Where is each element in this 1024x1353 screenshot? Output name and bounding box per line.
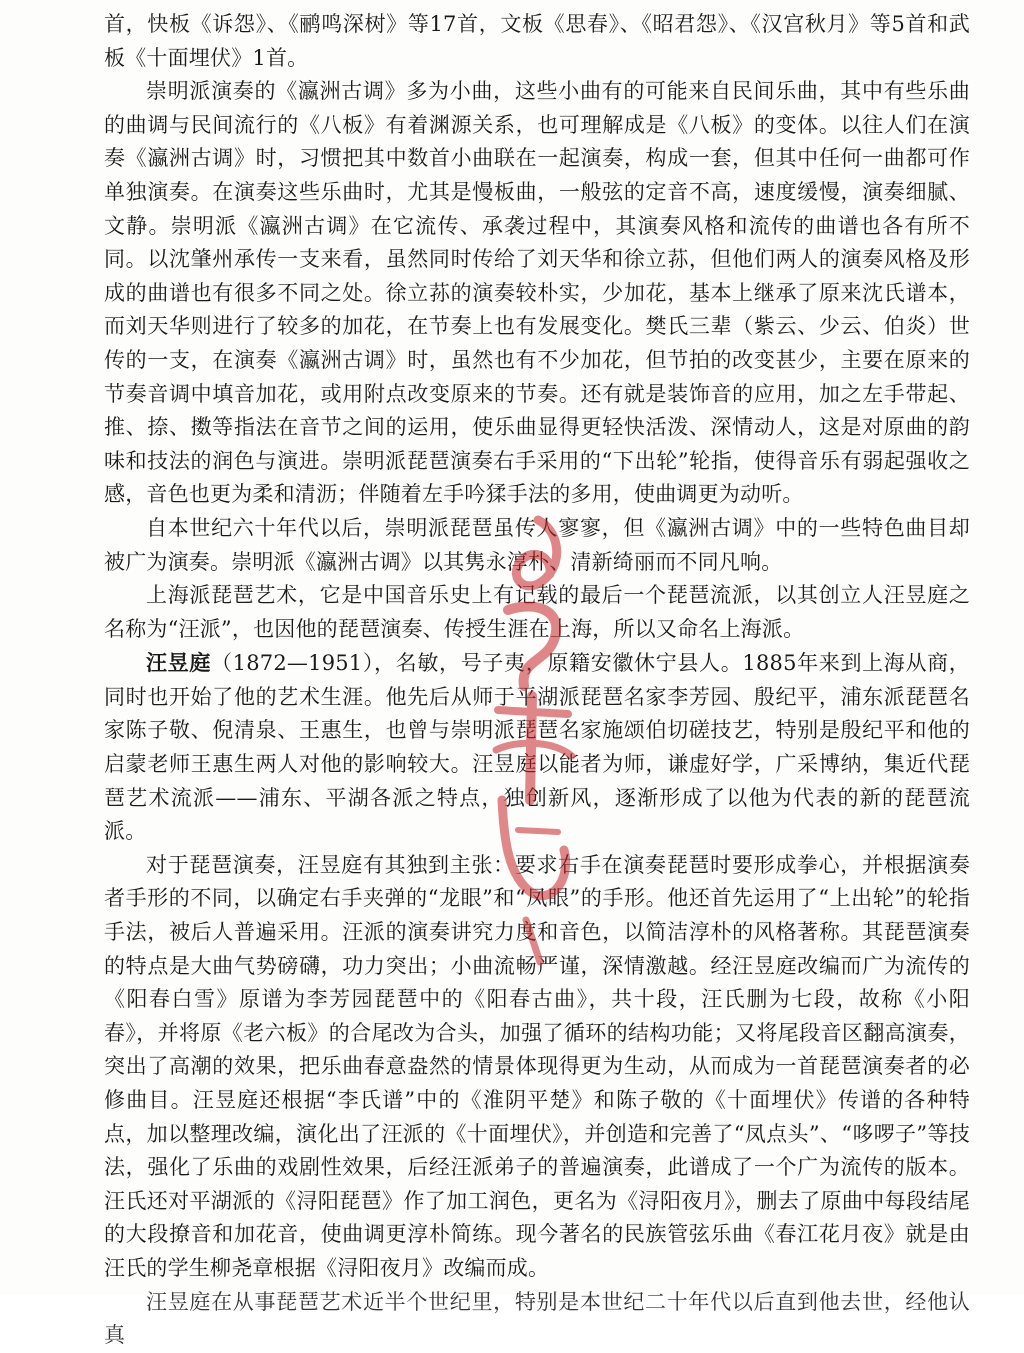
- paragraph-2: 崇明派演奏的《瀛洲古调》多为小曲，这些小曲有的可能来自民间乐曲，其中有些乐曲的曲调与民间流行的《八板》有着渊源关系，也可理解成是《八板》的变体。以往人们在演奏《瀛洲古调》时，习惯把其中数首小曲联在一起演奏，构成一套，但其中任何一曲都可作单独演奏。在演奏这些乐曲时，尤其是慢板曲，一般弦的定音不高，速度缓慢，演奏细腻、文静。崇明派《瀛洲古调》在它流传、承袭过程中，其演奏风格和流传的曲谱也各有所不同。以沈肇州承传一支来看，虽然同时传给了刘天华和徐立荪，但他们两人的演奏风格及形成的曲谱也有很多不同之处。徐立荪的演奏较朴实，少加花，基本上继承了原来沈氏谱本，而刘天华则进行了较多的加花，在节奏上也有发展变化。樊氏三辈（紫云、少云、伯炎）世传的一支，在演奏《瀛洲古调》时，虽然也有不少加花，但节拍的改变甚少，主要在原来的节奏音调中填音加花，或用附点改变原来的节奏。还有就是装饰音的应用，加之左手带起、推、捺、擞等指法在音节之间的运用，使乐曲显得更轻快活泼、深情动人，这是对原曲的韵味和技法的润色与演进。崇明派琵琶演奏右手采用的“下出轮”轮指，使得音乐有弱起强收之感，音色也更为柔和清沥；伴随着左手吟猱手法的多用，使曲调更为动听。: [104, 79, 970, 507]
- body-text: [104, 8, 970, 1348]
- paragraph-6: 对于琵琶演奏，汪昱庭有其独到主张：要求右手在演奏琵琶时要形成拳心，并根据演奏者手形的不同，以确定右手夹弹的“龙眼”和“凤眼”的手形。他还首先运用了“上出轮”的轮指手法，被后人普遍采用。汪派的演奏讲究力度和音色，以简洁淳朴的风格著称。其琵琶演奏的特点是大曲气势磅礴，功力突出；小曲流畅严谨，深情激越。经汪昱庭改编而广为流传的《阳春白雪》原谱为李芳园琵琶中的《阳春古曲》，共十段，汪氏删为七段，故称《小阳春》，并将原《老六板》的合尾改为合头，加强了循环的结构功能；又将尾段音区翻高演奏，突出了高潮的效果，把乐曲春意盎然的情景体现得更为生动，从而成为一首琵琶演奏者的必修曲目。汪昱庭还根据“李氏谱”中的《淮阴平楚》和陈子敬的《十面埋伏》传谱的各种特点，加以整理改编，演化出了汪派的《十面埋伏》，并创造和完善了“凤点头”、“哆啰子”等技法，强化了乐曲的戏剧性效果，后经汪派弟子的普遍演奏，此谱成了一个广为流传的版本。汪氏还对平湖派的《浔阳琵琶》作了加工润色，更名为《浔阳夜月》，删去了原曲中每段结尾的大段撩音和加花音，使曲调更淳朴简练。现今著名的民族管弦乐曲《春江花月夜》就是由汪氏的学生柳尧章根据《浔阳夜月》改编而成。: [104, 852, 970, 1280]
- paragraph-3: 自本世纪六十年代以后，崇明派琵琶虽传人寥寥，但《瀛洲古调》中的一些特色曲目却被广为演奏。崇明派《瀛洲古调》以其隽永淳朴、清新绮丽而不同凡响。: [104, 515, 970, 574]
- paragraph-5: 汪昱庭（1872—1951），名敏，号子夷，原籍安徽休宁县人。1885年来到上海从商，同时也开始了他的艺术生涯。他先后从师于平湖派琵琶名家李芳园、殷纪平，浦东派琵琶名家陈子敬、倪清泉、王惠生，也曾与崇明派琵琶名家施颂伯切磋技艺，特别是殷纪平和他的启蒙老师王惠生两人对他的影响较大。汪昱庭以能者为师，谦虚好学，广采博纳，集近代琵琶艺术流派——浦东、平湖各派之特点，独创新风，逐渐形成了以他为代表的新的琵琶流派。: [104, 650, 970, 844]
- paragraph-4: 上海派琵琶艺术，它是中国音乐史上有记载的最后一个琵琶流派，以其创立人汪昱庭之名称为“汪派”，也因他的琵琶演奏、传授生涯在上海，所以又命名上海派。: [104, 583, 970, 641]
- paragraph-1: 首，快板《诉怨》、《鹂鸣深树》等17首，文板《思春》、《昭君怨》、《汉宫秋月》等5首和武板《十面埋伏》1首。: [104, 12, 970, 70]
- person-name: 汪昱庭: [146, 650, 212, 676]
- paragraph-7-cut: 汪昱庭在从事琵琶艺术近半个世纪里，特别是本世纪二十年代以后直到他去世，经他认真: [104, 1289, 970, 1348]
